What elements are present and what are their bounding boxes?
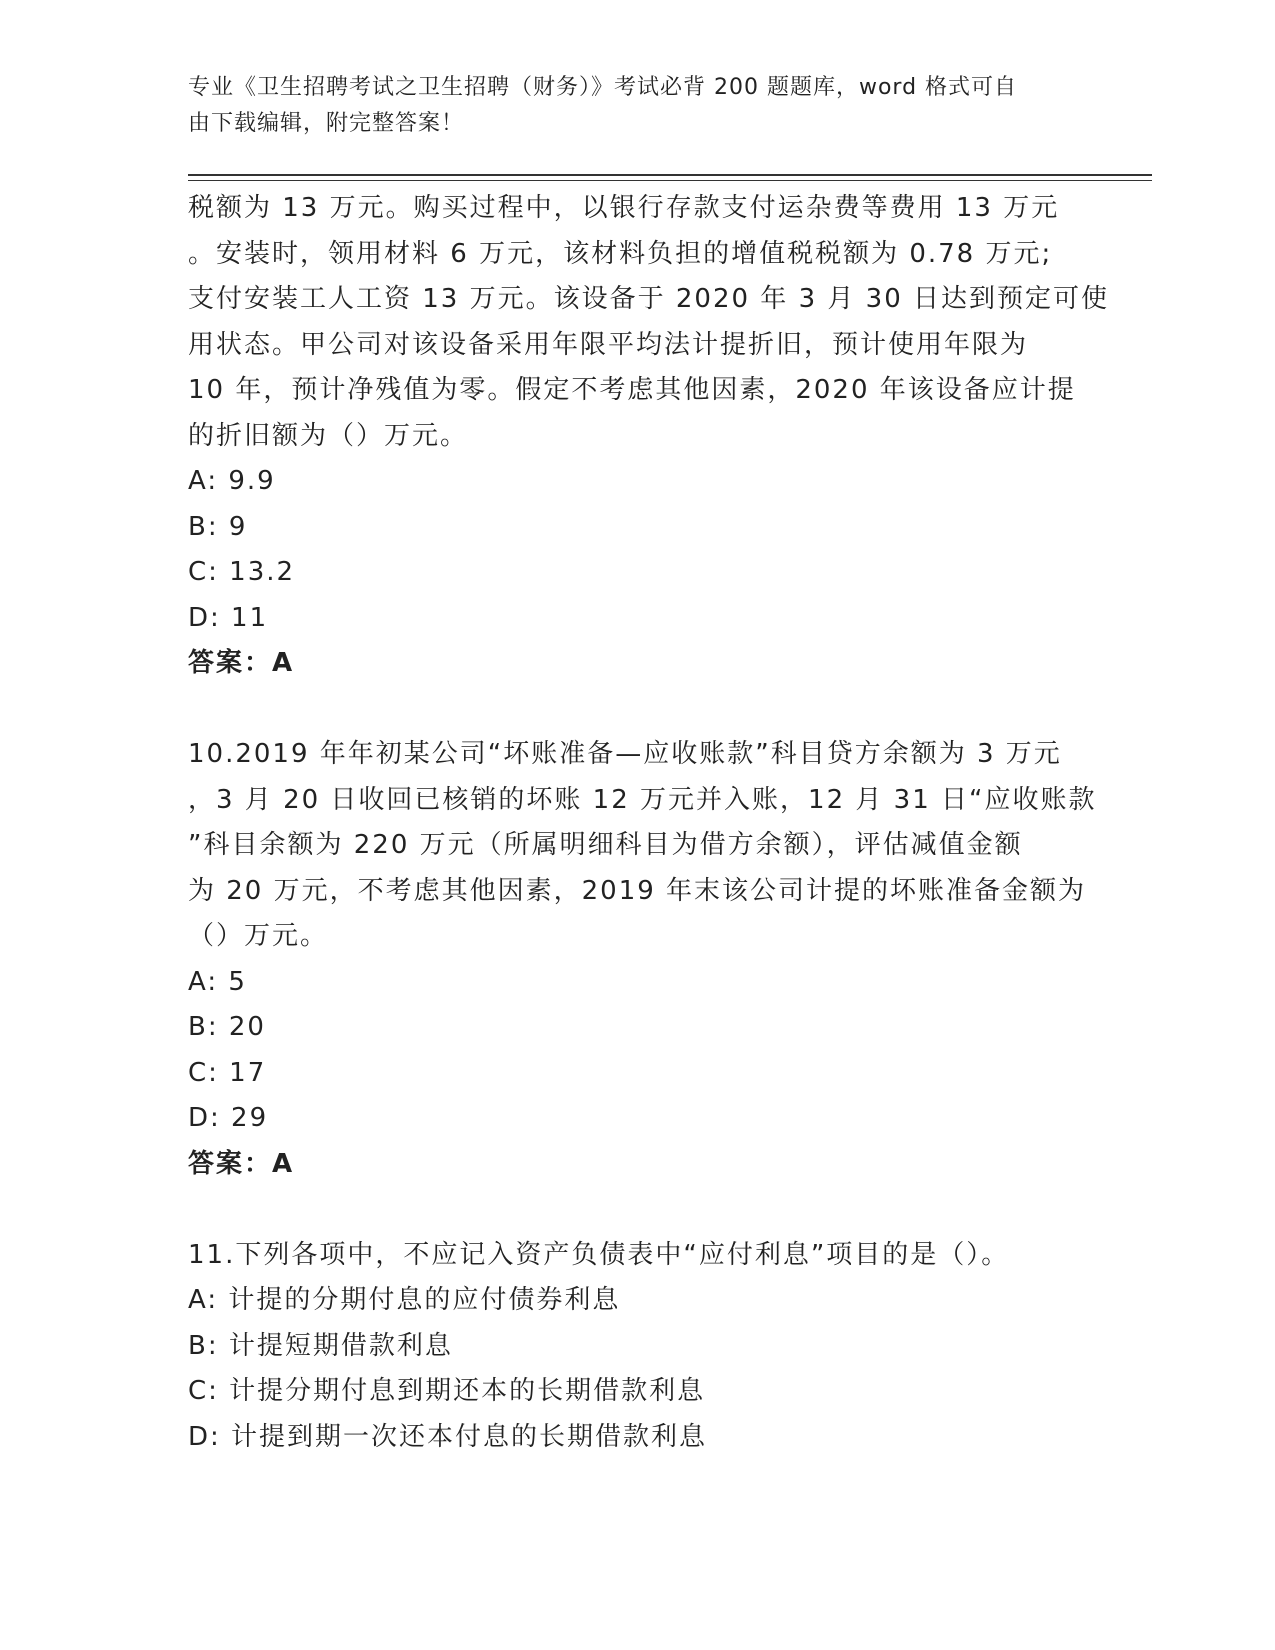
answer-label: 答案：A xyxy=(188,648,295,678)
question-text-line: 用状态。甲公司对该设备采用年限平均法计提折旧，预计使用年限为 xyxy=(188,329,1029,360)
option-d: D: 计提到期一次还本付息的长期借款利息 xyxy=(188,1421,708,1452)
option-a: A: 计提的分期付息的应付债券利息 xyxy=(188,1285,621,1315)
page-header xyxy=(188,70,1078,142)
question-text-line: ”科目余额为 220 万元（所属明细科目为借方余额），评估减值金额 xyxy=(188,830,1023,860)
question-text-line: 。安装时，领用材料 6 万元，该材料负担的增值税税额为 0.78 万元; xyxy=(188,238,1053,269)
option-d: D: 29 xyxy=(188,1103,269,1133)
option-b: B: 9 xyxy=(188,511,248,542)
option-d: D: 11 xyxy=(188,602,269,633)
header-line-2: 由下载编辑，附完整答案！ xyxy=(188,111,465,136)
question-text-line: 为 20 万元，不考虑其他因素，2019 年末该公司计提的坏账准备金额为 xyxy=(188,875,1087,906)
question-text-line: 支付安装工人工资 13 万元。该设备于 2020 年 3 月 30 日达到预定可使 xyxy=(188,284,1109,314)
header-rule-thick xyxy=(188,174,1152,176)
question-11 xyxy=(188,1233,1088,1461)
option-b: B: 计提短期借款利息 xyxy=(188,1330,453,1361)
question-text-line: 10.2019 年年初某公司“坏账准备—应收账款”科目贷方余额为 3 万元 xyxy=(188,739,1062,769)
answer-label: 答案：A xyxy=(188,1148,295,1179)
question-10 xyxy=(188,732,1097,1187)
option-a: A: 9.9 xyxy=(188,466,276,496)
option-b: B: 20 xyxy=(188,1012,266,1042)
option-c: C: 17 xyxy=(188,1057,267,1088)
option-c: C: 13.2 xyxy=(188,557,296,587)
header-line-1: 专业《卫生招聘考试之卫生招聘（财务）》考试必背 200 题题库，word 格式可自 xyxy=(188,75,1018,100)
question-9 xyxy=(188,186,1109,687)
spacer xyxy=(188,1187,1088,1233)
question-text-line: ，3 月 20 日收回已核销的坏账 12 万元并入账，12 月 31 日“应收账款 xyxy=(188,784,1097,815)
question-text-line: （）万元。 xyxy=(188,921,329,951)
document-body xyxy=(188,186,1109,1460)
spacer xyxy=(188,687,1088,733)
header-rule-thin xyxy=(188,180,1152,181)
question-text-line: 的折旧额为（）万元。 xyxy=(188,420,469,451)
question-text-line: 11.下列各项中，不应记入资产负债表中“应付利息”项目的是（）。 xyxy=(188,1239,1010,1270)
question-text-line: 10 年，预计净残值为零。假定不考虑其他因素，2020 年该设备应计提 xyxy=(188,375,1076,405)
question-text-line: 税额为 13 万元。购买过程中，以银行存款支付运杂费等费用 13 万元 xyxy=(188,193,1060,223)
option-a: A: 5 xyxy=(188,966,247,997)
option-c: C: 计提分期付息到期还本的长期借款利息 xyxy=(188,1376,706,1406)
